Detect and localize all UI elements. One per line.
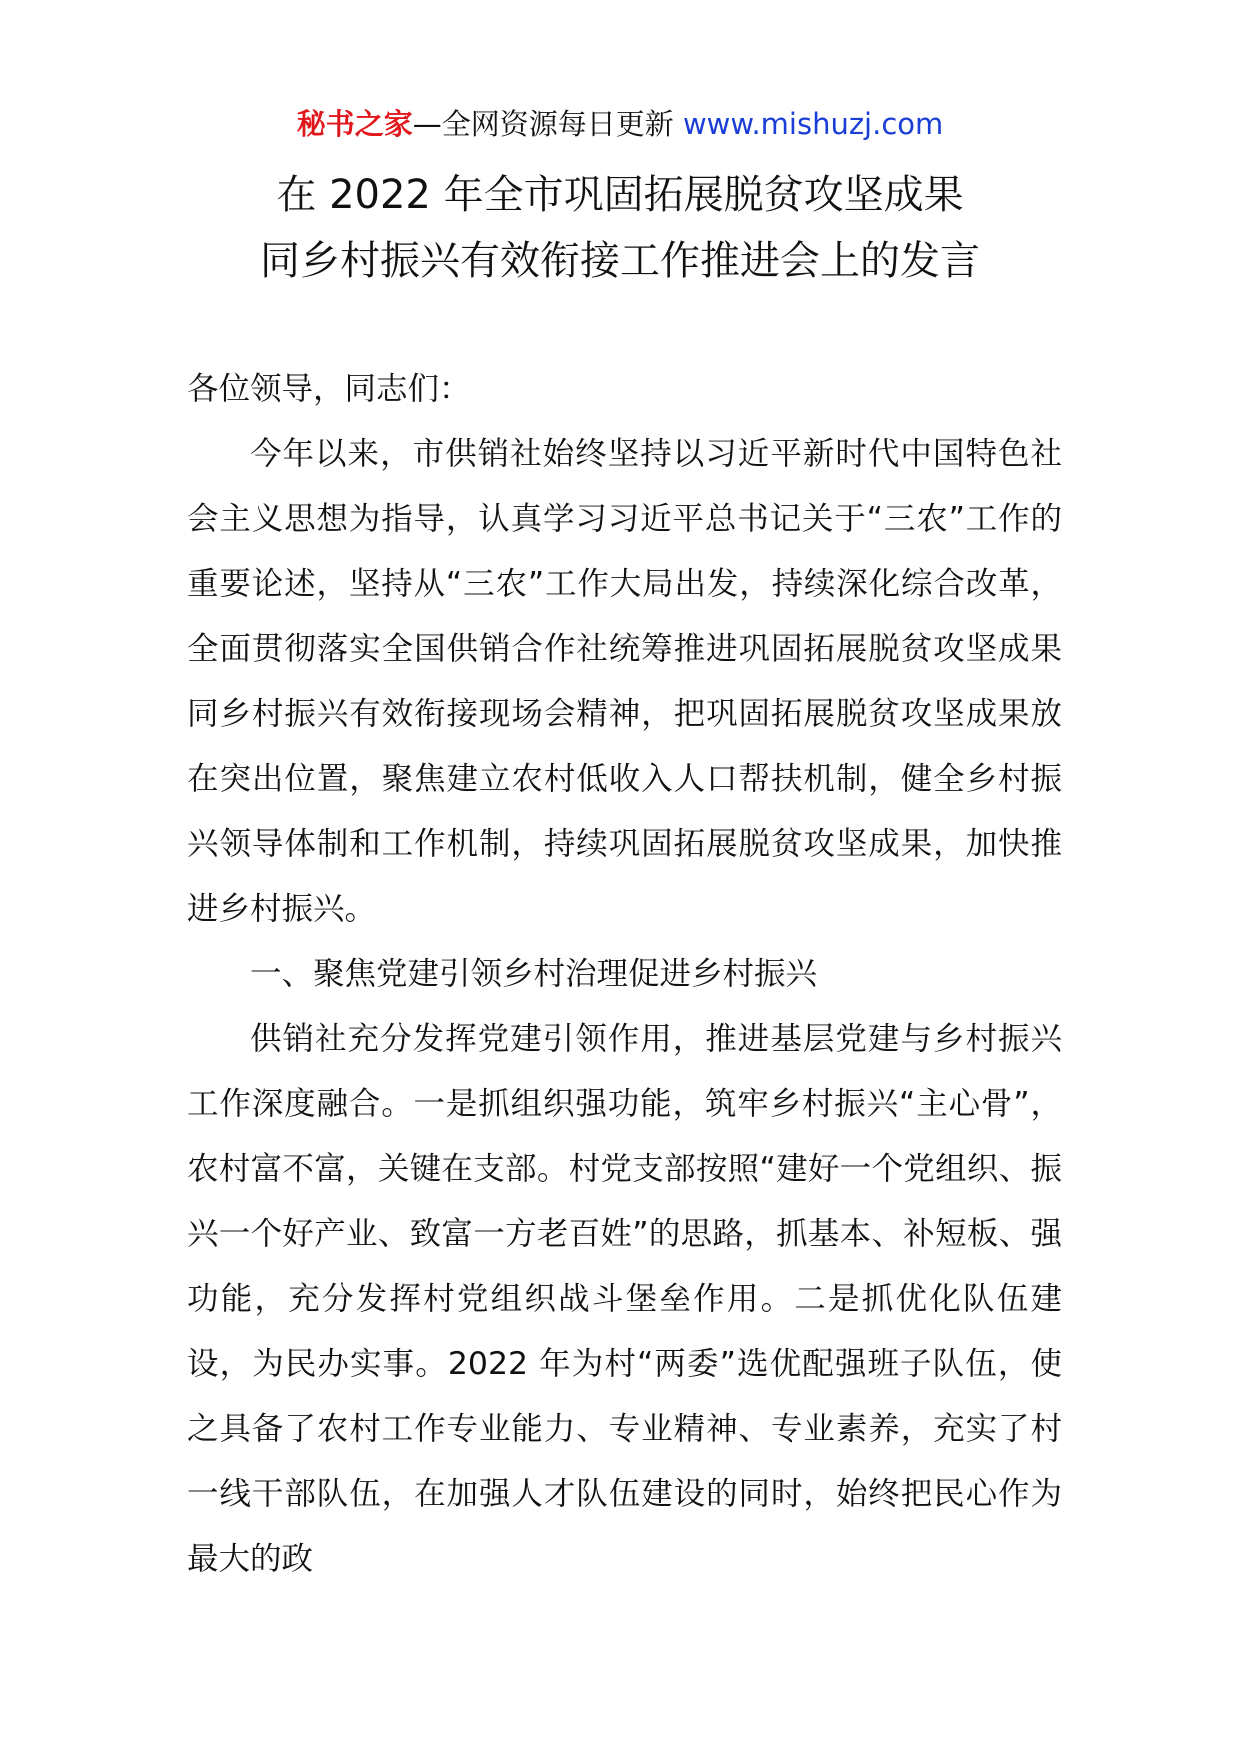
site-header xyxy=(0,102,1240,146)
document-title xyxy=(0,162,1240,294)
header-url[interactable]: www.mishuzj.com xyxy=(682,107,944,141)
header-tagline: —全网资源每日更新 xyxy=(412,107,683,141)
brand-name: 秘书之家 xyxy=(296,107,413,141)
paragraph-section-1: 供销社充分发挥党建引领作用，推进基层党建与乡村振兴工作深度融合。一是抓组织强功能，筑牢乡村振兴“主心骨”，农村富不富，关键在支部。村党支部按照“建好一个党组织、振兴一个好产业、致富一方老百姓”的思路，抓基本、补短板、强功能，充分发挥村党组织战斗堡垒作用。二是抓优化队伍建设，为民办实事。2022 年为村“两委”选优配强班子队伍，使之具备了农村工作专业能力、专业精神、专业素养，充实了村一线干部队伍，在加强人才队伍建设的同时，始终把民心作为最大的政 xyxy=(187,1021,1062,1577)
paragraph-intro: 今年以来，市供销社始终坚持以习近平新时代中国特色社会主义思想为指导，认真学习习近平总书记关于“三农”工作的重要论述，坚持从“三农”工作大局出发，持续深化综合改革，全面贯彻落实全国供销合作社统筹推进巩固拓展脱贫攻坚成果同乡村振兴有效衔接现场会精神，把巩固拓展脱贫攻坚成果放在突出位置，聚焦建立农村低收入人口帮扶机制，健全乡村振兴领导体制和工作机制，持续巩固拓展脱贫攻坚成果，加快推进乡村振兴。 xyxy=(187,436,1062,927)
title-line-2: 同乡村振兴有效衔接工作推进会上的发言 xyxy=(260,238,980,284)
salutation: 各位领导，同志们： xyxy=(187,371,471,407)
title-line-1: 在 2022 年全市巩固拓展脱贫攻坚成果 xyxy=(276,172,964,218)
document-body xyxy=(187,357,1062,1592)
section-heading-1: 一、聚焦党建引领乡村治理促进乡村振兴 xyxy=(250,956,818,992)
